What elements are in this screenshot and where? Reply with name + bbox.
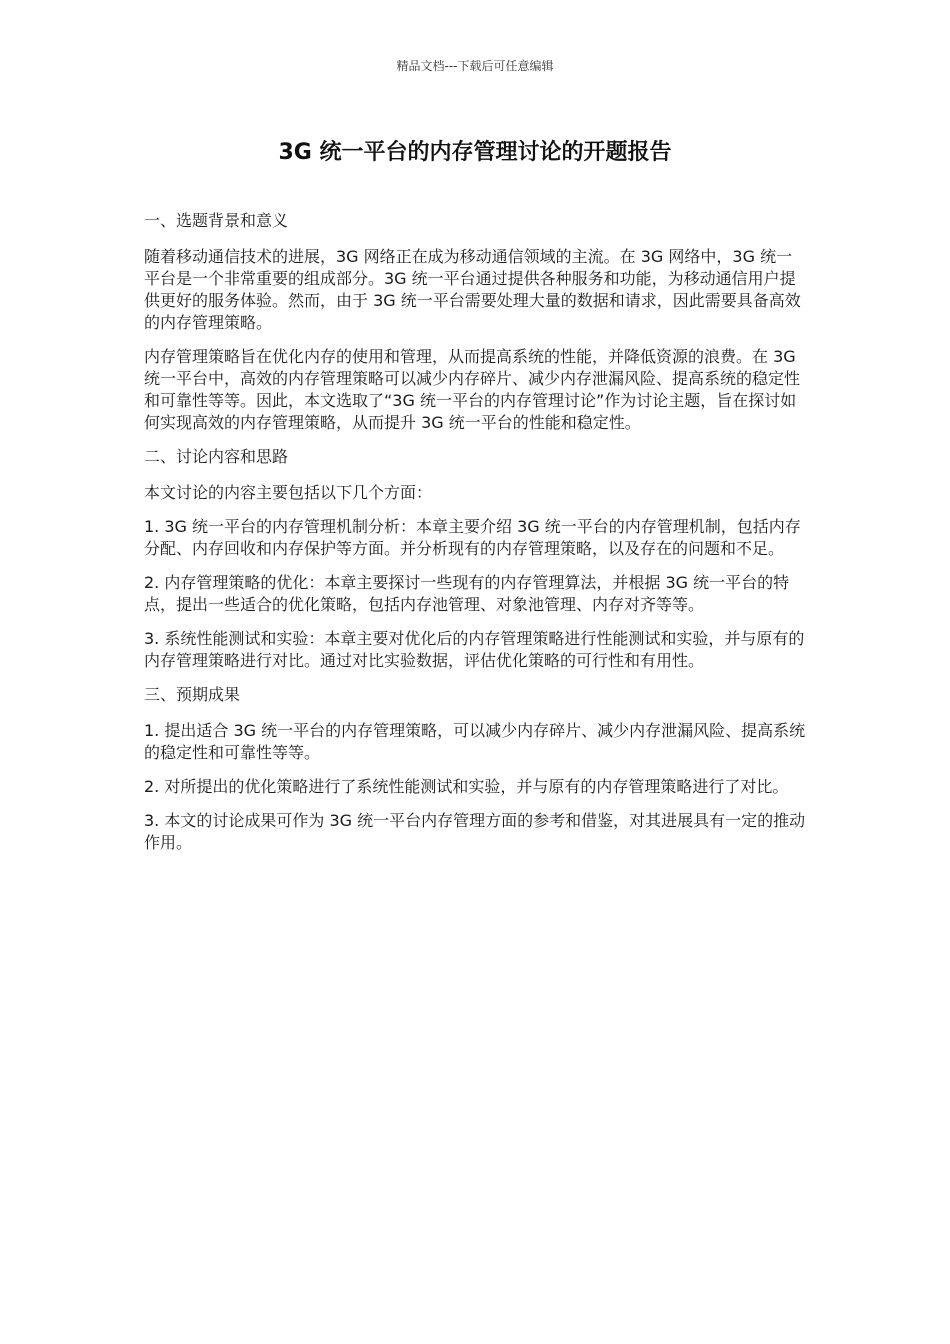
list-item-content-2: 2. 内存管理策略的优化：本章主要探讨一些现有的内存管理算法，并根据 3G 统一平台的特点，提出一些适合的优化策略，包括内存池管理、对象池管理、内存对齐等等。 [144, 573, 790, 614]
paragraph-content-intro: 本文讨论的内容主要包括以下几个方面： [144, 483, 433, 502]
list-item-outcome-3: 3. 本文的讨论成果可作为 3G 统一平台内存管理方面的参考和借鉴，对其进展具有一定的推动作用。 [144, 811, 806, 852]
document-title: 3G 统一平台的内存管理讨论的开题报告 [278, 140, 672, 165]
list-item-content-1: 1. 3G 统一平台的内存管理机制分析：本章主要介绍 3G 统一平台的内存管理机制，包括内存分配、内存回收和内存保护等方面。并分析现有的内存管理策略，以及存在的问题和不足。 [144, 517, 801, 558]
section-heading-outcomes: 三、预期成果 [144, 685, 241, 704]
paragraph-background-2: 内存管理策略旨在优化内存的使用和管理，从而提高系统的性能，并降低资源的浪费。在 3G 统一平台中，高效的内存管理策略可以减少内存碎片、减少内存泄漏风险、提高系统的稳定性和可靠性等等。因此，本文选取了“3G 统一平台的内存管理讨论”作为讨论主题，旨在探讨如何实现高效的内存管理策略，从而提升 3G 统一平台的性能和稳定性。 [144, 347, 801, 432]
paragraph-background-1: 随着移动通信技术的进展，3G 网络正在成为移动通信领域的主流。在 3G 网络中，3G 统一平台是一个非常重要的组成部分。3G 统一平台通过提供各种服务和功能，为移动通信用户提供更好的服务体验。然而，由于 3G 统一平台需要处理大量的数据和请求，因此需要具备高效的内存管理策略。 [144, 247, 801, 332]
list-item-content-3: 3. 系统性能测试和实验：本章主要对优化后的内存管理策略进行性能测试和实验，并与原有的内存管理策略进行对比。通过对比实验数据，评估优化策略的可行性和有用性。 [144, 629, 805, 670]
list-item-outcome-2: 2. 对所提出的优化策略进行了系统性能测试和实验，并与原有的内存管理策略进行了对比。 [144, 777, 789, 796]
section-heading-background: 一、选题背景和意义 [144, 211, 289, 230]
header-note: 精品文档---下载后可任意编辑 [396, 59, 554, 73]
section-heading-content: 二、讨论内容和思路 [144, 447, 289, 466]
list-item-outcome-1: 1. 提出适合 3G 统一平台的内存管理策略，可以减少内存碎片、减少内存泄漏风险、提高系统的稳定性和可靠性等等。 [144, 721, 806, 762]
document-body [144, 210, 808, 866]
